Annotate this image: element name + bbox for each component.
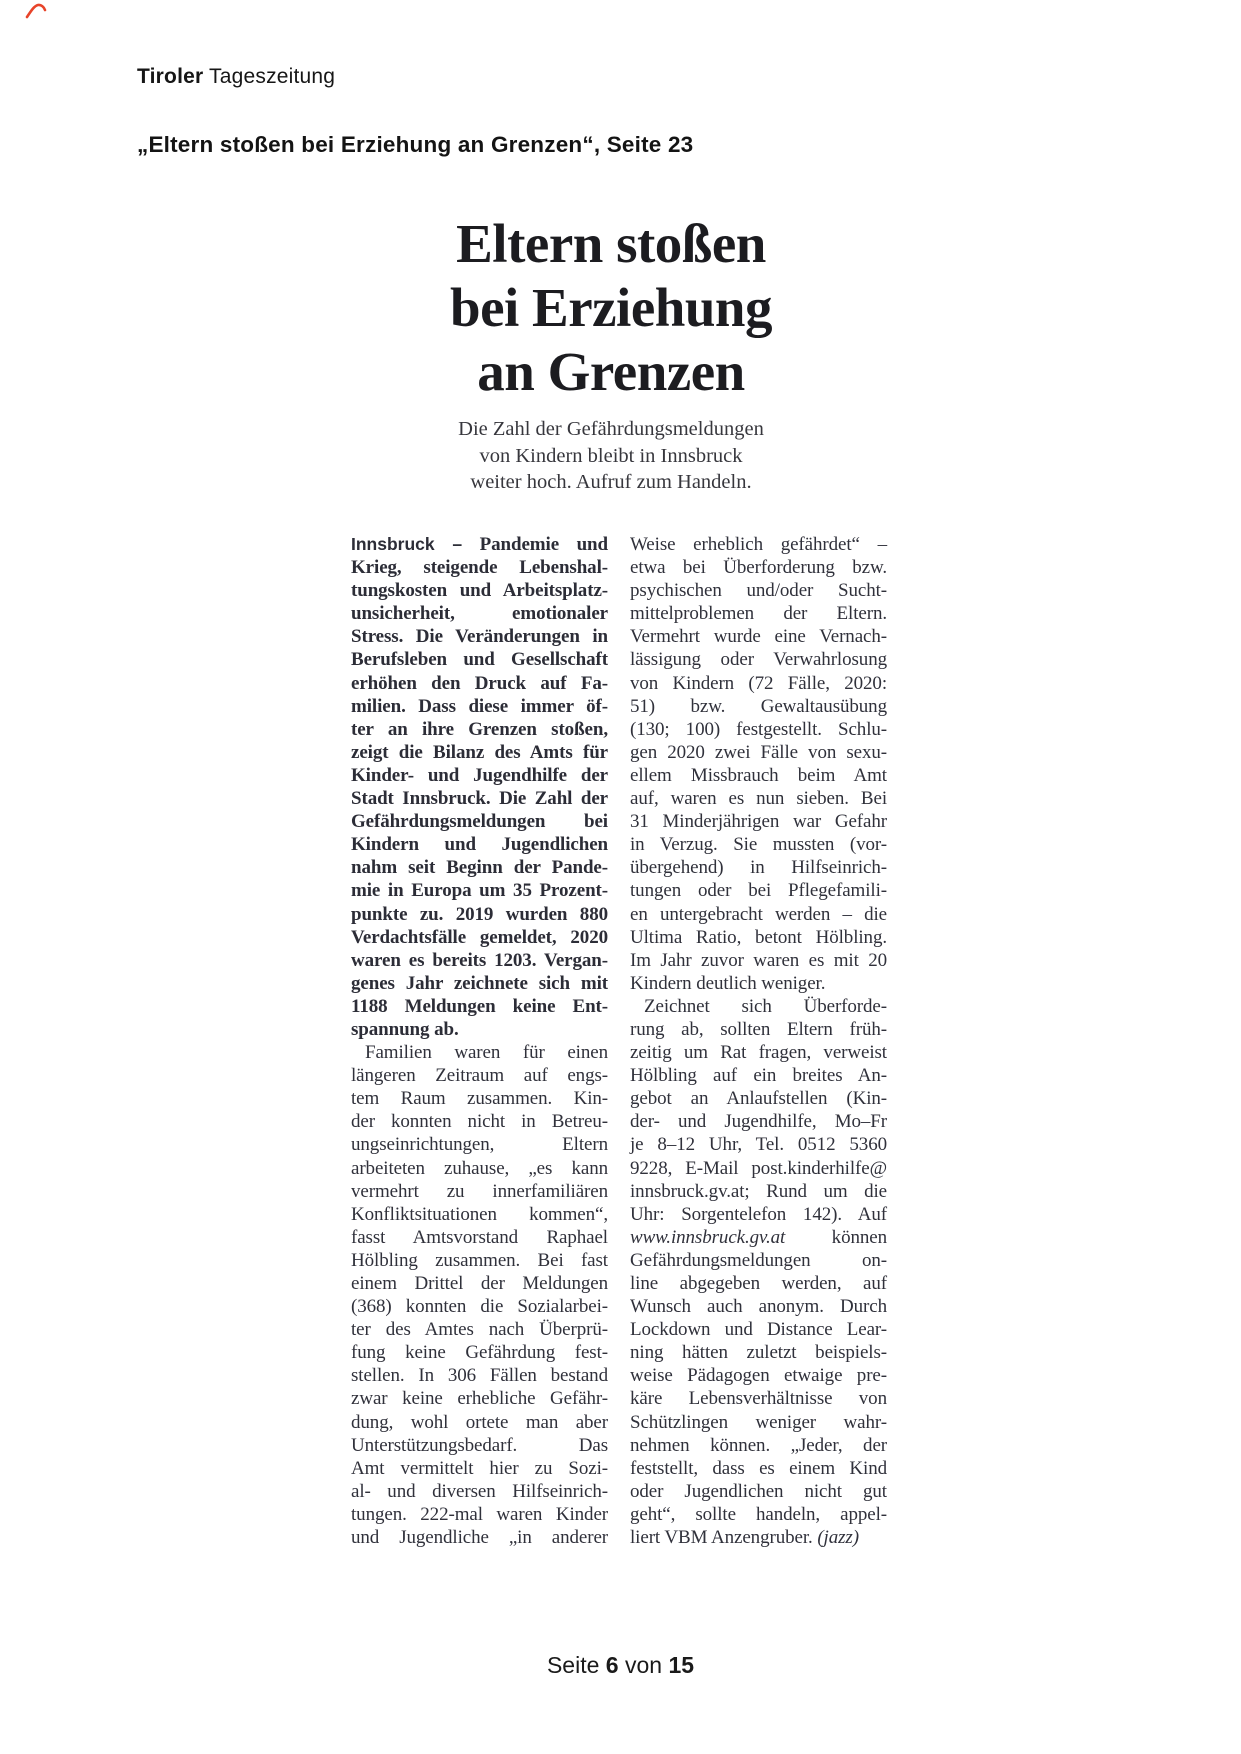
article-text-line: vermehrt zu innerfamiliären [351,1180,608,1202]
publication-name-bold: Tiroler [137,65,204,88]
article-text-line: www.innsbruck.gv.at können [630,1226,887,1248]
article-text-line: Wunsch auch anonym. Durch [630,1296,887,1318]
article-text-line: Hölbling auf ein breites An- [630,1065,887,1087]
article-text-line: gebot an Anlaufstellen (Kin- [630,1088,887,1110]
article-text-line: ter des Amtes nach Überprü- [351,1319,608,1341]
article-text-line: Kindern deutlich weniger. [630,972,826,994]
article-text-line: ter an ihre Grenzen stoßen, [351,718,608,740]
article-text-line: je 8–12 Uhr, Tel. 0512 5360 [630,1134,887,1156]
article-text-line: nehmen können. „Jeder, der [630,1434,887,1456]
red-pen-mark [24,2,48,20]
headline-line: bei Erziehung [450,277,772,338]
article-text-line: übergehend) in Hilfseinrich- [630,857,887,879]
article-text-line: fung keine Gefährdung fest- [351,1342,608,1364]
footer-middle: von [618,1652,669,1678]
article-text-line: genes Jahr zeichnete sich mit [351,972,608,994]
article-text-line: Berufsleben und Gesellschaft [351,649,608,671]
article-body [351,533,887,1549]
article-text-line: Familien waren für einen [365,1042,608,1064]
article-text-line: (368) konnten die Sozialarbei- [351,1296,608,1318]
italic-text: (jazz) [817,1527,859,1549]
article-text-line: en untergebracht werden – die [630,903,887,925]
article-text-line: spannung ab. [351,1018,459,1040]
article-text-line: tungskosten und Arbeitsplatz- [351,580,608,602]
article-text-line: nahm seit Beginn der Pande- [351,857,608,879]
page-footer [0,1652,1241,1679]
article-text-line: der konnten nicht in Betreu- [351,1111,608,1133]
subtitle-line: Die Zahl der Gefährdungsmeldungen [458,418,764,440]
subtitle-line: von Kindern bleibt in Innsbruck [479,444,743,467]
article-text-line: tem Raum zusammen. Kin- [351,1088,608,1110]
article-text-line: Kindern und Jugendlichen [351,834,608,856]
article-text-line: Innsbruck – Pandemie und [351,534,608,555]
article-text-line: Gefährdungsmeldungen bei [351,811,608,833]
article-text-line: Konfliktsituationen kommen“, [351,1203,608,1225]
article-text-line: käre Lebensverhältnisse von [630,1388,887,1410]
article-text-line: tungen oder bei Pflegefamili- [630,880,887,902]
subtitle-line: weiter hoch. Aufruf zum Handeln. [470,471,752,493]
article-text-line: rung ab, sollten Eltern früh- [630,1018,887,1040]
article-text-line: zeitig um Rat fragen, verweist [630,1042,887,1064]
italic-text: www.innsbruck.gv.at [630,1226,786,1248]
article-text-line: ungseinrichtungen, Eltern [351,1134,608,1156]
article-column-left [351,533,608,1549]
article-text-line: Stadt Innsbruck. Die Zahl der [351,788,608,810]
article-text-line: punkte zu. 2019 wurden 880 [351,903,608,925]
article-text-line: 1188 Meldungen keine Ent- [351,995,608,1017]
article-text-line: von Kindern (72 Fälle, 2020: [630,672,887,694]
article-text-line: arbeiteten zuhause, „es kann [351,1157,608,1179]
article-text-line: Krieg, steigende Lebenshal- [351,557,608,579]
article-text-line: auf, waren es nun sieben. Bei [630,788,887,810]
article-text-line: geht“, sollte handeln, appel- [630,1503,887,1525]
article-text-line: Uhr: Sorgentelefon 142). Auf [630,1203,887,1225]
article-subtitle [331,416,891,496]
article-text-line: innsbruck.gv.at; Rund um die [630,1180,887,1202]
article-text-line: Unterstützungsbedarf. Das [351,1434,608,1456]
article-text-line: ellem Missbrauch beim Amt [630,764,887,786]
footer-prefix: Seite [546,1652,606,1678]
article-text-line: zeigt die Bilanz des Amts für [351,741,608,763]
article-text-line: psychischen und/oder Sucht- [630,580,887,602]
article-text-line: erhöhen den Druck auf Fa- [351,672,608,694]
article-text-line: liert VBM Anzengruber. (jazz) [630,1527,859,1549]
article-text-line: einem Drittel der Meldungen [351,1273,608,1294]
article-text-line: Zeichnet sich Überforde- [644,995,887,1017]
article-text-line: Im Jahr zuvor waren es mit 20 [630,949,887,971]
article-text-line: line abgegeben werden, auf [630,1273,887,1294]
article-text-line: gen 2020 zwei Fälle von sexu- [630,741,887,763]
article-text-line: Weise erheblich gefährdet“ – [630,534,887,555]
article-text-line: Lockdown und Distance Lear- [630,1319,887,1341]
article-text-line: 31 Minderjährigen war Gefahr [630,811,887,833]
article-text-line: waren es bereits 1203. Vergan- [351,949,608,971]
article-text-line: etwa bei Überforderung bzw. [630,557,887,579]
article-text-line: Verdachtsfälle gemeldet, 2020 [351,926,608,948]
article-text-line: mie in Europa um 35 Prozent- [351,880,608,902]
article-text-line: mittelproblemen der Eltern. [630,603,887,625]
article-headline [331,212,891,404]
article-text-line: oder Jugendlichen nicht gut [630,1480,887,1502]
article-text-line: Vermehrt wurde eine Vernach- [630,626,887,648]
article-text-line: fasst Amtsvorstand Raphael [351,1226,608,1248]
publication-name [137,64,335,90]
article-text-line: milien. Dass diese immer öf- [351,695,608,717]
article-text-line: 9228, E-Mail post.kinderhilfe@ [630,1157,887,1179]
article-text-line: in Verzug. Sie mussten (vor- [630,834,887,856]
article-text-line: 51) bzw. Gewaltausübung [630,695,887,717]
article-text-line: Kinder- und Jugendhilfe der [351,764,608,786]
article-text-line: Schützlingen weniger wahr- [630,1411,887,1433]
article-text-line: längeren Zeitraum auf engs- [351,1065,608,1087]
article-text-line: Amt vermittelt hier zu Sozi- [351,1457,608,1479]
headline-line: an Grenzen [477,341,745,402]
article-text-line: der- und Jugendhilfe, Mo–Fr [630,1111,887,1133]
article-text-line: al- und diversen Hilfseinrich- [351,1480,608,1502]
article-text-line: (130; 100) festgestellt. Schlu- [630,718,887,740]
publication-name-rest: Tageszeitung [203,65,336,88]
article-text-line: dung, wohl ortete man aber [351,1411,608,1433]
article-text-line: Gefährdungsmeldungen on- [630,1249,887,1271]
article-text-line: und Jugendliche „in anderer [351,1527,608,1549]
article-text-line: Ultima Ratio, betont Hölbling. [630,926,887,948]
article-text-line: tungen. 222-mal waren Kinder [351,1503,608,1525]
headline-line: Eltern stoßen [456,213,766,274]
footer-page-total: 15 [668,1652,695,1678]
article-text-line: Hölbling zusammen. Bei fast [351,1249,608,1271]
article-text-line: stellen. In 306 Fällen bestand [351,1365,608,1387]
article-text-line: zwar keine erhebliche Gefähr- [351,1388,608,1410]
dateline-lead-in: Innsbruck – [351,534,463,554]
article-text-line: unsicherheit, emotionaler [351,603,608,625]
footer-page-number: 6 [605,1652,619,1678]
article-text-line: weise Pädagogen etwaige pre- [630,1365,887,1387]
article-text-line: ning hätten zuletzt beispiels- [630,1342,887,1364]
article-text-line: Stress. Die Veränderungen in [351,626,608,648]
article-text-line: feststellt, dass es einem Kind [630,1457,887,1479]
article-reference-line: „Eltern stoßen bei Erziehung an Grenzen“, Seite 23 [137,132,694,157]
article-text-line: lässigung oder Verwahrlosung [630,649,887,671]
article-column-right [630,533,887,1549]
